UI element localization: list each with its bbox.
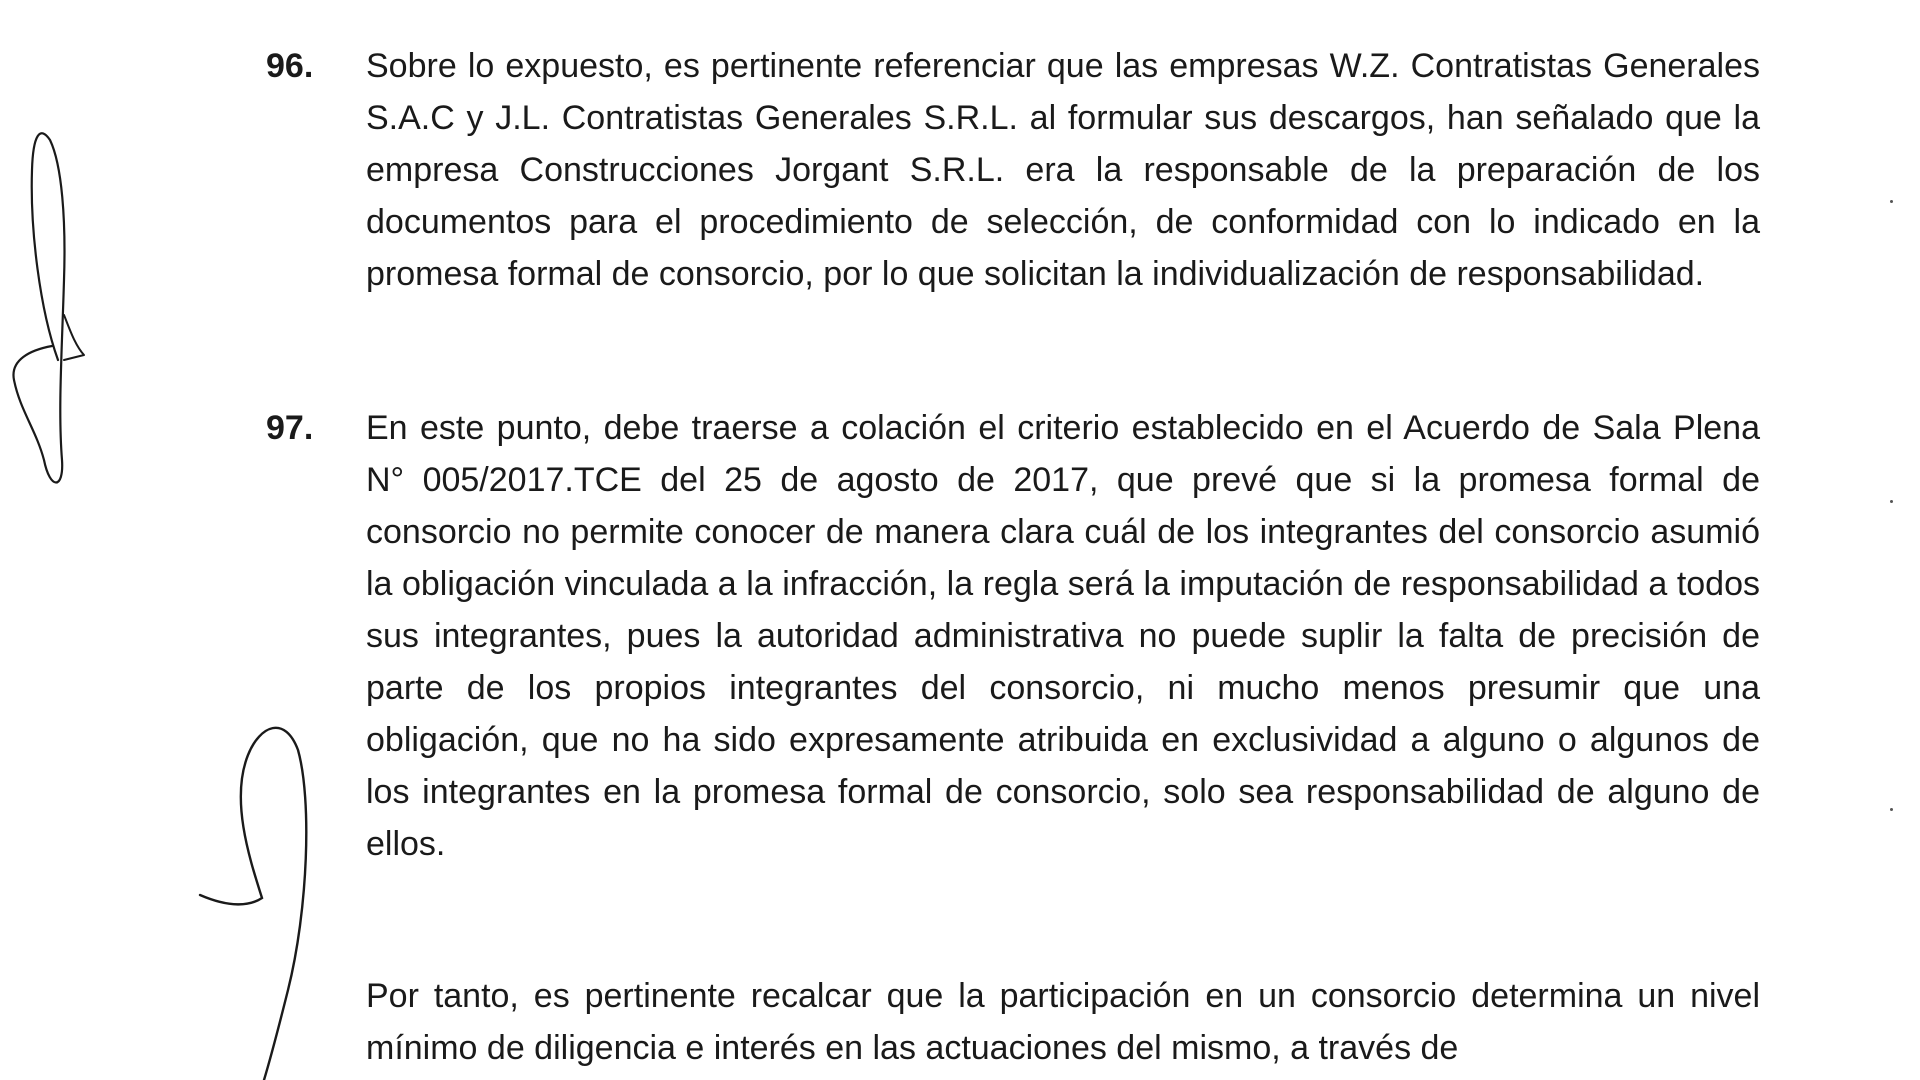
handwritten-signature-top — [0, 110, 110, 490]
paragraph-continuation — [266, 970, 1760, 1074]
paragraph-text: Sobre lo expuesto, es pertinente referenciar que las empresas W.Z. Contratistas Generales S.A.C y J.L. Contratistas Generales S.R.L. al formular sus descargos, han señalado que la empresa Construcciones Jorgant S.R.L. era la responsable de la preparación de los documentos para el procedimiento de selección, de conformidad con lo indicado en la promesa formal de consorcio, por lo que solicitan la individualización de responsabilidad. — [366, 47, 1760, 293]
paragraph-text: Por tanto, es pertinente recalcar que la participación en un consorcio determina un nivel mínimo de diligencia e interés en las actuaciones del mismo, a través de — [366, 977, 1760, 1067]
scan-speck — [1890, 200, 1893, 203]
paragraph-text: En este punto, debe traerse a colación el criterio establecido en el Acuerdo de Sala Plena N° 005/2017.TCE del 25 de agosto de 2017, que prevé que si la promesa formal de consorcio no permite conocer de manera clara cuál de los integrantes del consorcio asumió la obligación vinculada a la infracción, la regla será la imputación de responsabilidad a todos sus integrantes, pues la autoridad administrativa no puede suplir la falta de precisión de parte de los propios integrantes del consorcio, ni mucho menos presumir que una obligación, que no ha sido expresamente atribuida en exclusividad a alguno o algunos de los integrantes en la promesa formal de consorcio, solo sea responsabilidad de alguno de ellos. — [366, 409, 1760, 863]
paragraph-96 — [266, 40, 1760, 300]
scan-speck — [1890, 500, 1893, 503]
paragraph-number: 97. — [266, 409, 314, 447]
paragraph-97 — [266, 402, 1760, 870]
scan-speck — [1890, 808, 1893, 811]
paragraph-number: 96. — [266, 47, 314, 85]
